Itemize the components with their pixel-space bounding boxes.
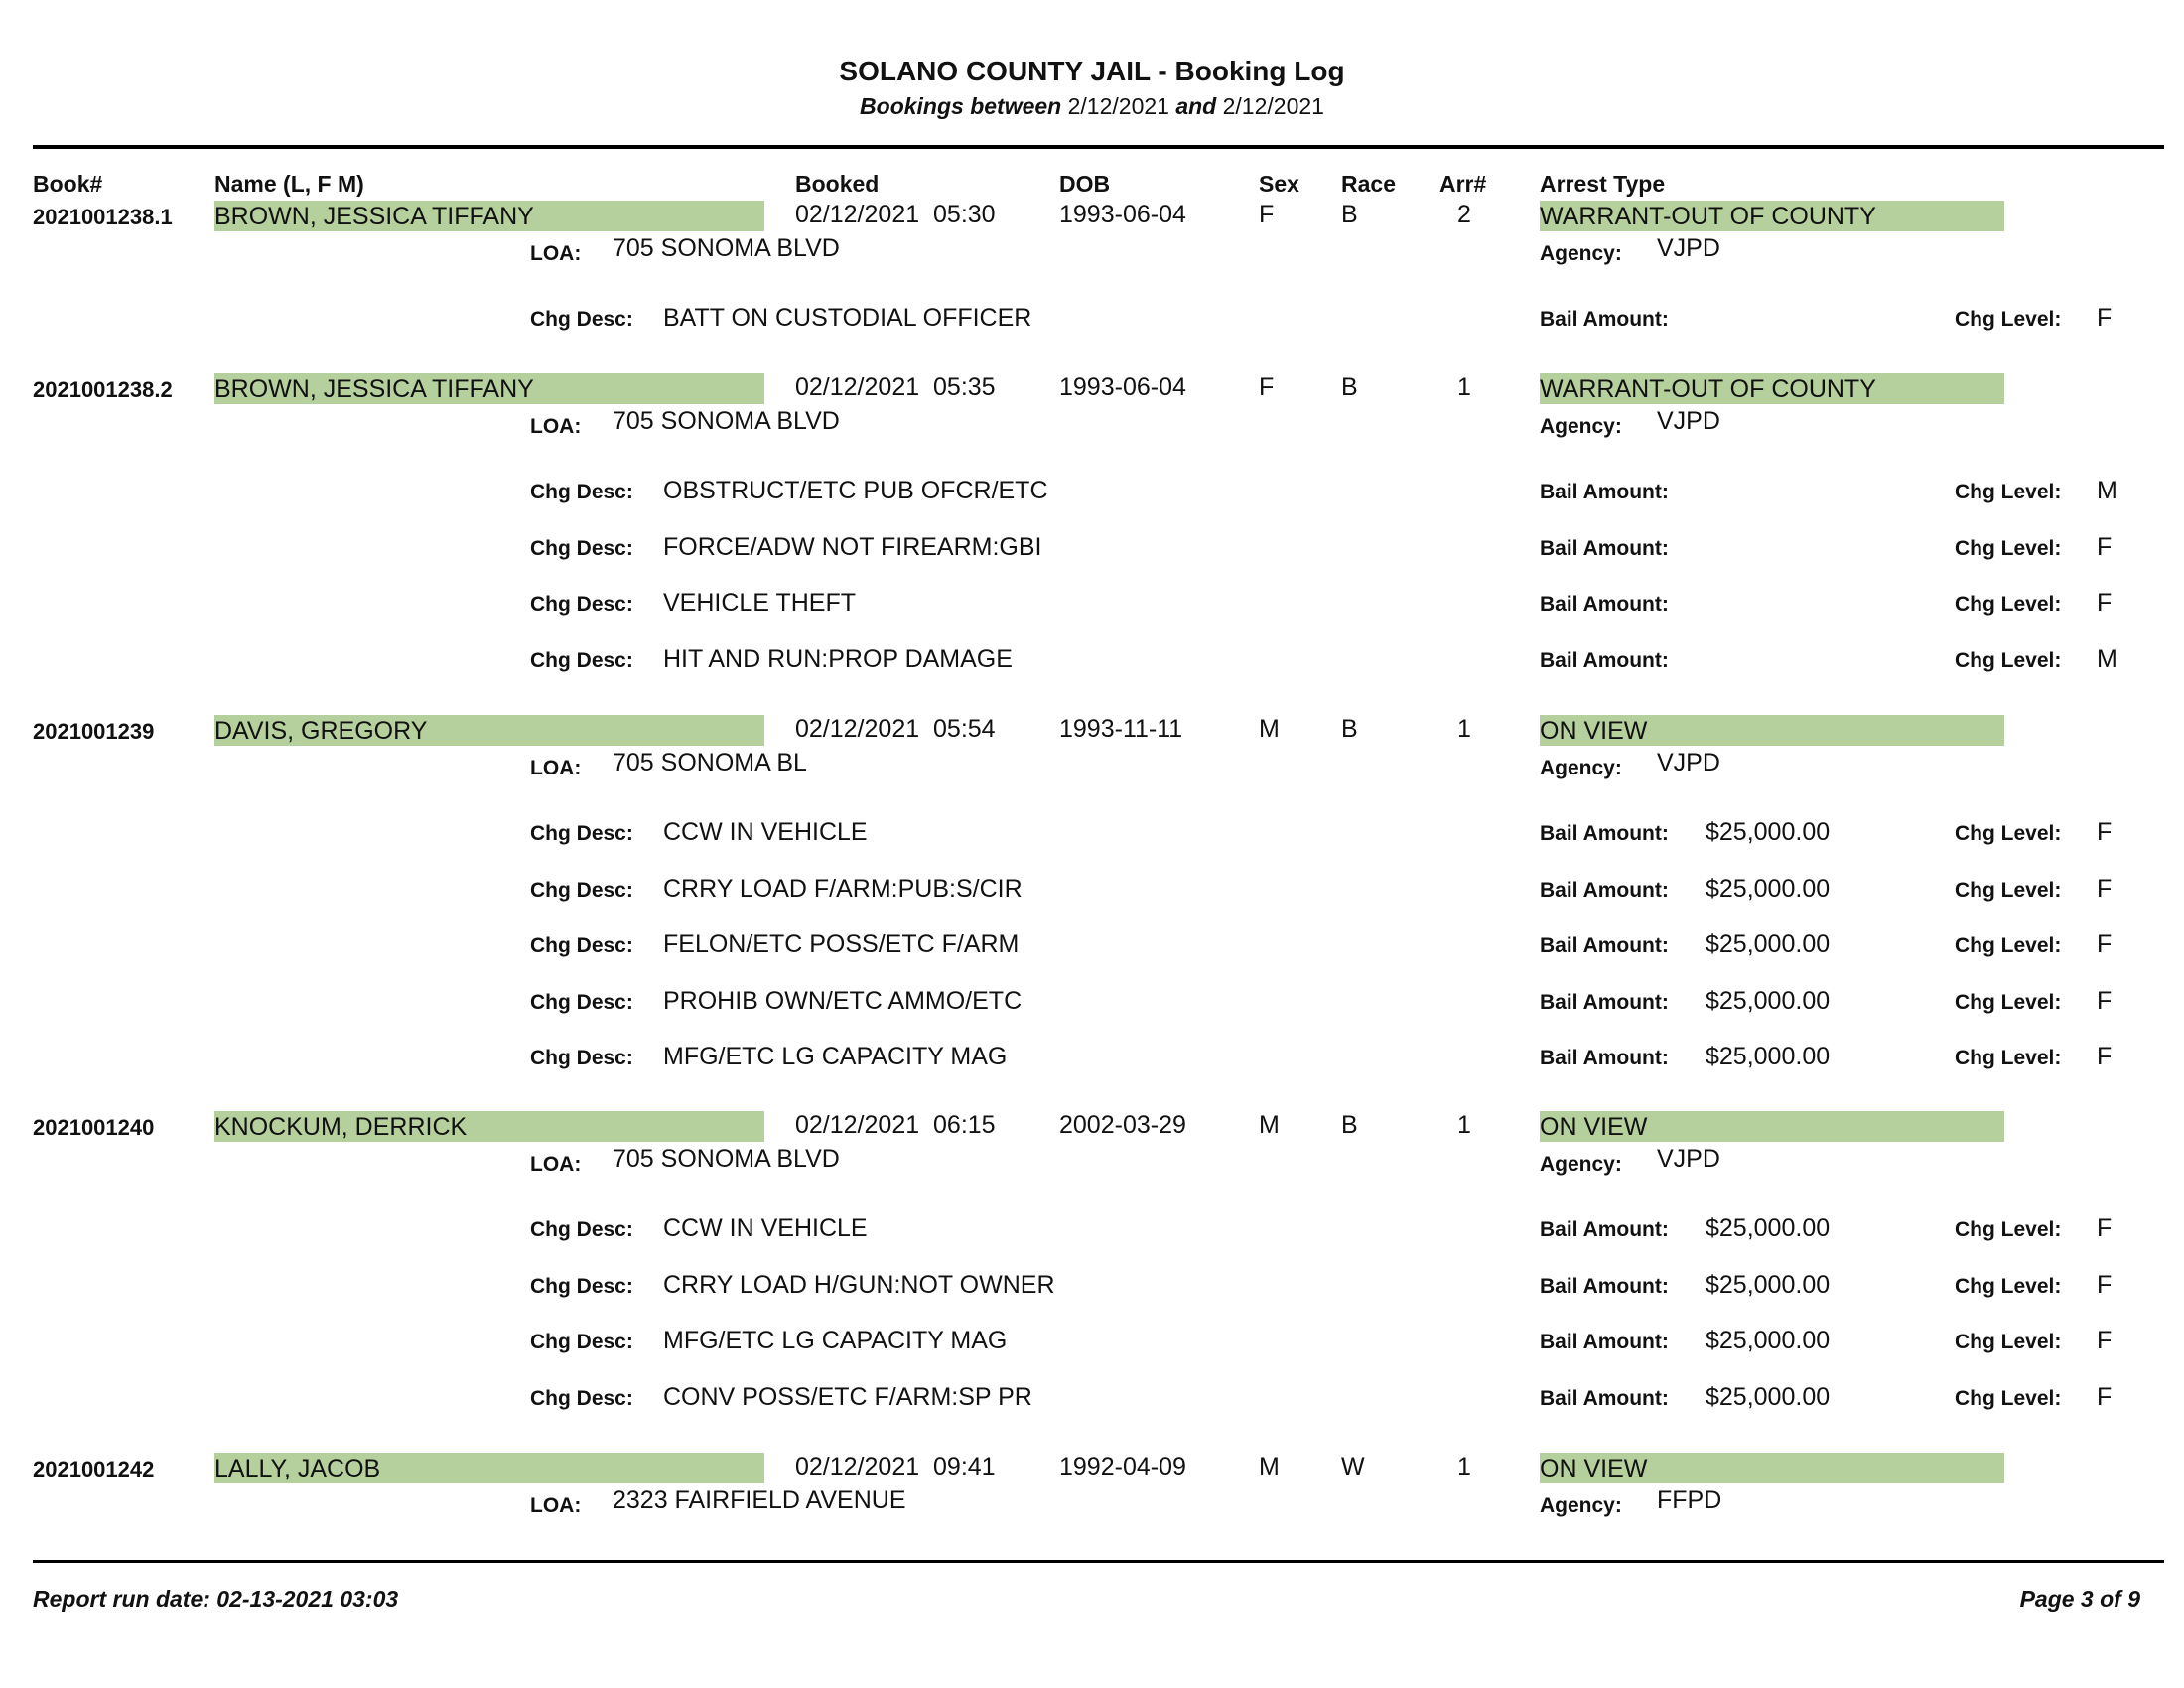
charge-desc-label: Chg Desc: [530, 308, 633, 331]
bail-amount-label: Bail Amount: [1540, 1218, 1669, 1241]
charge-level-label: Chg Level: [1955, 1331, 2062, 1353]
loa-value: 2323 FAIRFIELD AVENUE [613, 1486, 906, 1514]
bail-amount-label: Bail Amount: [1540, 593, 1669, 616]
page-number: Page 3 of 9 [2019, 1586, 2140, 1612]
charge-description: CRRY LOAD F/ARM:PUB:S/CIR [663, 874, 1023, 903]
arrest-number: 2 [1457, 201, 1471, 228]
bail-amount-label: Bail Amount: [1540, 878, 1669, 902]
bail-amount-value: $25,000.00 [1706, 1270, 1831, 1299]
charge-level-value: F [2097, 1270, 2113, 1299]
charge-level-label: Chg Level: [1955, 1218, 2062, 1241]
bail-amount-value: $25,000.00 [1706, 1043, 1831, 1070]
footer-rule [33, 1560, 2164, 1563]
header-rule [33, 145, 2164, 149]
sex-value: M [1259, 1453, 1280, 1480]
race-value: B [1341, 373, 1358, 401]
bail-amount-label: Bail Amount: [1540, 308, 1669, 331]
arrest-number: 1 [1457, 1453, 1471, 1480]
subtitle-prefix: Bookings between [860, 93, 1062, 119]
bail-amount-value: $25,000.00 [1706, 1382, 1831, 1411]
charge-desc-label: Chg Desc: [530, 593, 633, 616]
charge-desc-label: Chg Desc: [530, 934, 633, 957]
loa-label: LOA: [530, 757, 582, 779]
arrest-number: 1 [1457, 715, 1471, 743]
charge-description: MFG/ETC LG CAPACITY MAG [663, 1043, 1008, 1070]
charge-level-value: F [2097, 304, 2113, 332]
arrest-number: 1 [1457, 1111, 1471, 1139]
charge-level-label: Chg Level: [1955, 934, 2062, 957]
bail-amount-label: Bail Amount: [1540, 648, 1669, 672]
column-header-sex: Sex [1259, 171, 1299, 197]
dob-value: 1993-06-04 [1059, 201, 1186, 228]
charge-desc-label: Chg Desc: [530, 1274, 633, 1298]
column-header-dob: DOB [1059, 171, 1111, 197]
sex-value: M [1259, 715, 1280, 743]
agency-label: Agency: [1540, 1494, 1622, 1517]
bail-amount-label: Bail Amount: [1540, 990, 1669, 1014]
agency-value: VJPD [1657, 234, 1720, 262]
bail-amount-value: $25,000.00 [1706, 986, 1831, 1015]
charge-description: CCW IN VEHICLE [663, 818, 868, 846]
dob-value: 2002-03-29 [1059, 1111, 1186, 1139]
charge-desc-label: Chg Desc: [530, 1047, 633, 1069]
charge-level-value: F [2097, 1327, 2113, 1354]
charge-level-value: F [2097, 532, 2113, 561]
charge-desc-label: Chg Desc: [530, 1218, 633, 1241]
column-header-booked: Booked [795, 171, 880, 197]
charge-level-label: Chg Level: [1955, 593, 2062, 616]
bail-amount-value: $25,000.00 [1706, 930, 1831, 958]
charge-level-label: Chg Level: [1955, 990, 2062, 1014]
race-value: W [1341, 1453, 1365, 1480]
charge-description: MFG/ETC LG CAPACITY MAG [663, 1327, 1008, 1354]
arrest-number: 1 [1457, 373, 1471, 401]
race-value: B [1341, 201, 1358, 228]
charge-level-value: F [2097, 589, 2113, 617]
charge-level-label: Chg Level: [1955, 481, 2062, 503]
inmate-name: BROWN, JESSICA TIFFANY [214, 373, 764, 404]
loa-value: 705 SONOMA BLVD [613, 407, 840, 435]
agency-label: Agency: [1540, 415, 1622, 438]
booked-datetime: 02/12/2021 05:35 [795, 373, 996, 401]
agency-value: VJPD [1657, 407, 1720, 435]
agency-label: Agency: [1540, 757, 1622, 779]
bail-amount-label: Bail Amount: [1540, 822, 1669, 845]
charge-level-value: F [2097, 986, 2113, 1015]
charge-desc-label: Chg Desc: [530, 990, 633, 1014]
charge-level-label: Chg Level: [1955, 1274, 2062, 1298]
book-number: 2021001239 [33, 719, 155, 744]
race-value: B [1341, 1111, 1358, 1139]
loa-value: 705 SONOMA BL [613, 749, 807, 776]
bail-amount-label: Bail Amount: [1540, 1047, 1669, 1069]
charge-description: FELON/ETC POSS/ETC F/ARM [663, 930, 1020, 958]
column-header-race: Race [1341, 171, 1396, 197]
booked-datetime: 02/12/2021 05:30 [795, 201, 996, 228]
charge-level-label: Chg Level: [1955, 1047, 2062, 1069]
charge-desc-label: Chg Desc: [530, 878, 633, 902]
charge-level-value: F [2097, 1214, 2113, 1242]
report-title: SOLANO COUNTY JAIL - Booking Log [839, 56, 1345, 86]
date-from: 2/12/2021 [1067, 93, 1169, 119]
inmate-name: DAVIS, GREGORY [214, 715, 764, 746]
charge-level-label: Chg Level: [1955, 648, 2062, 672]
dob-value: 1993-11-11 [1059, 715, 1183, 743]
report-subtitle [0, 93, 2184, 120]
race-value: B [1341, 715, 1358, 743]
charge-description: CONV POSS/ETC F/ARM:SP PR [663, 1382, 1032, 1411]
date-to: 2/12/2021 [1222, 93, 1324, 119]
agency-label: Agency: [1540, 1153, 1622, 1176]
charge-description: VEHICLE THEFT [663, 589, 857, 617]
loa-label: LOA: [530, 242, 582, 265]
arrest-type: WARRANT-OUT OF COUNTY [1540, 201, 2004, 231]
column-header-book: Book# [33, 171, 103, 197]
charge-description: OBSTRUCT/ETC PUB OFCR/ETC [663, 477, 1048, 504]
charge-description: PROHIB OWN/ETC AMMO/ETC [663, 986, 1023, 1015]
charge-desc-label: Chg Desc: [530, 536, 633, 560]
sex-value: M [1259, 1111, 1280, 1139]
agency-label: Agency: [1540, 242, 1622, 265]
charge-level-value: F [2097, 1382, 2113, 1411]
bail-amount-label: Bail Amount: [1540, 1386, 1669, 1410]
loa-label: LOA: [530, 1153, 582, 1176]
loa-label: LOA: [530, 415, 582, 438]
charge-description: FORCE/ADW NOT FIREARM:GBI [663, 532, 1042, 561]
inmate-name: KNOCKUM, DERRICK [214, 1111, 764, 1142]
loa-value: 705 SONOMA BLVD [613, 234, 840, 262]
booked-datetime: 02/12/2021 05:54 [795, 715, 996, 743]
book-number: 2021001238.2 [33, 377, 173, 402]
bail-amount-label: Bail Amount: [1540, 481, 1669, 503]
book-number: 2021001240 [33, 1115, 155, 1140]
charge-level-value: F [2097, 930, 2113, 958]
charge-description: HIT AND RUN:PROP DAMAGE [663, 644, 1013, 673]
charge-level-value: F [2097, 818, 2113, 846]
charge-level-label: Chg Level: [1955, 878, 2062, 902]
agency-value: VJPD [1657, 749, 1720, 776]
arrest-type: ON VIEW [1540, 715, 2004, 746]
charge-desc-label: Chg Desc: [530, 648, 633, 672]
charge-description: BATT ON CUSTODIAL OFFICER [663, 304, 1032, 332]
charge-level-label: Chg Level: [1955, 308, 2062, 331]
bail-amount-value: $25,000.00 [1706, 1327, 1831, 1354]
charge-level-label: Chg Level: [1955, 822, 2062, 845]
column-header-arr: Arr# [1439, 171, 1487, 197]
charge-level-value: F [2097, 874, 2113, 903]
charge-desc-label: Chg Desc: [530, 1386, 633, 1410]
dob-value: 1993-06-04 [1059, 373, 1186, 401]
bail-amount-value: $25,000.00 [1706, 874, 1831, 903]
arrest-type: ON VIEW [1540, 1111, 2004, 1142]
agency-value: VJPD [1657, 1145, 1720, 1173]
bail-amount-label: Bail Amount: [1540, 1274, 1669, 1298]
arrest-type: WARRANT-OUT OF COUNTY [1540, 373, 2004, 404]
charge-description: CRRY LOAD H/GUN:NOT OWNER [663, 1270, 1055, 1299]
bail-amount-label: Bail Amount: [1540, 934, 1669, 957]
charge-desc-label: Chg Desc: [530, 1331, 633, 1353]
subtitle-and: and [1175, 93, 1217, 119]
report-run-date: Report run date: 02-13-2021 03:03 [33, 1586, 399, 1612]
charge-level-label: Chg Level: [1955, 536, 2062, 560]
column-header-arrest-type: Arrest Type [1540, 171, 1666, 197]
bail-amount-value: $25,000.00 [1706, 818, 1831, 846]
column-header-name: Name (L, F M) [214, 171, 364, 197]
loa-value: 705 SONOMA BLVD [613, 1145, 840, 1173]
charge-desc-label: Chg Desc: [530, 481, 633, 503]
book-number: 2021001238.1 [33, 205, 173, 229]
booked-datetime: 02/12/2021 09:41 [795, 1453, 996, 1480]
charge-level-value: M [2097, 644, 2117, 673]
charge-level-value: F [2097, 1043, 2113, 1070]
bail-amount-value: $25,000.00 [1706, 1214, 1831, 1242]
agency-value: FFPD [1657, 1486, 1722, 1514]
charge-desc-label: Chg Desc: [530, 822, 633, 845]
inmate-name: LALLY, JACOB [214, 1453, 764, 1483]
book-number: 2021001242 [33, 1457, 155, 1481]
booked-datetime: 02/12/2021 06:15 [795, 1111, 996, 1139]
charge-level-value: M [2097, 477, 2117, 504]
dob-value: 1992-04-09 [1059, 1453, 1186, 1480]
charge-description: CCW IN VEHICLE [663, 1214, 868, 1242]
arrest-type: ON VIEW [1540, 1453, 2004, 1483]
sex-value: F [1259, 201, 1275, 228]
bail-amount-label: Bail Amount: [1540, 536, 1669, 560]
loa-label: LOA: [530, 1494, 582, 1517]
bail-amount-label: Bail Amount: [1540, 1331, 1669, 1353]
charge-level-label: Chg Level: [1955, 1386, 2062, 1410]
sex-value: F [1259, 373, 1275, 401]
inmate-name: BROWN, JESSICA TIFFANY [214, 201, 764, 231]
